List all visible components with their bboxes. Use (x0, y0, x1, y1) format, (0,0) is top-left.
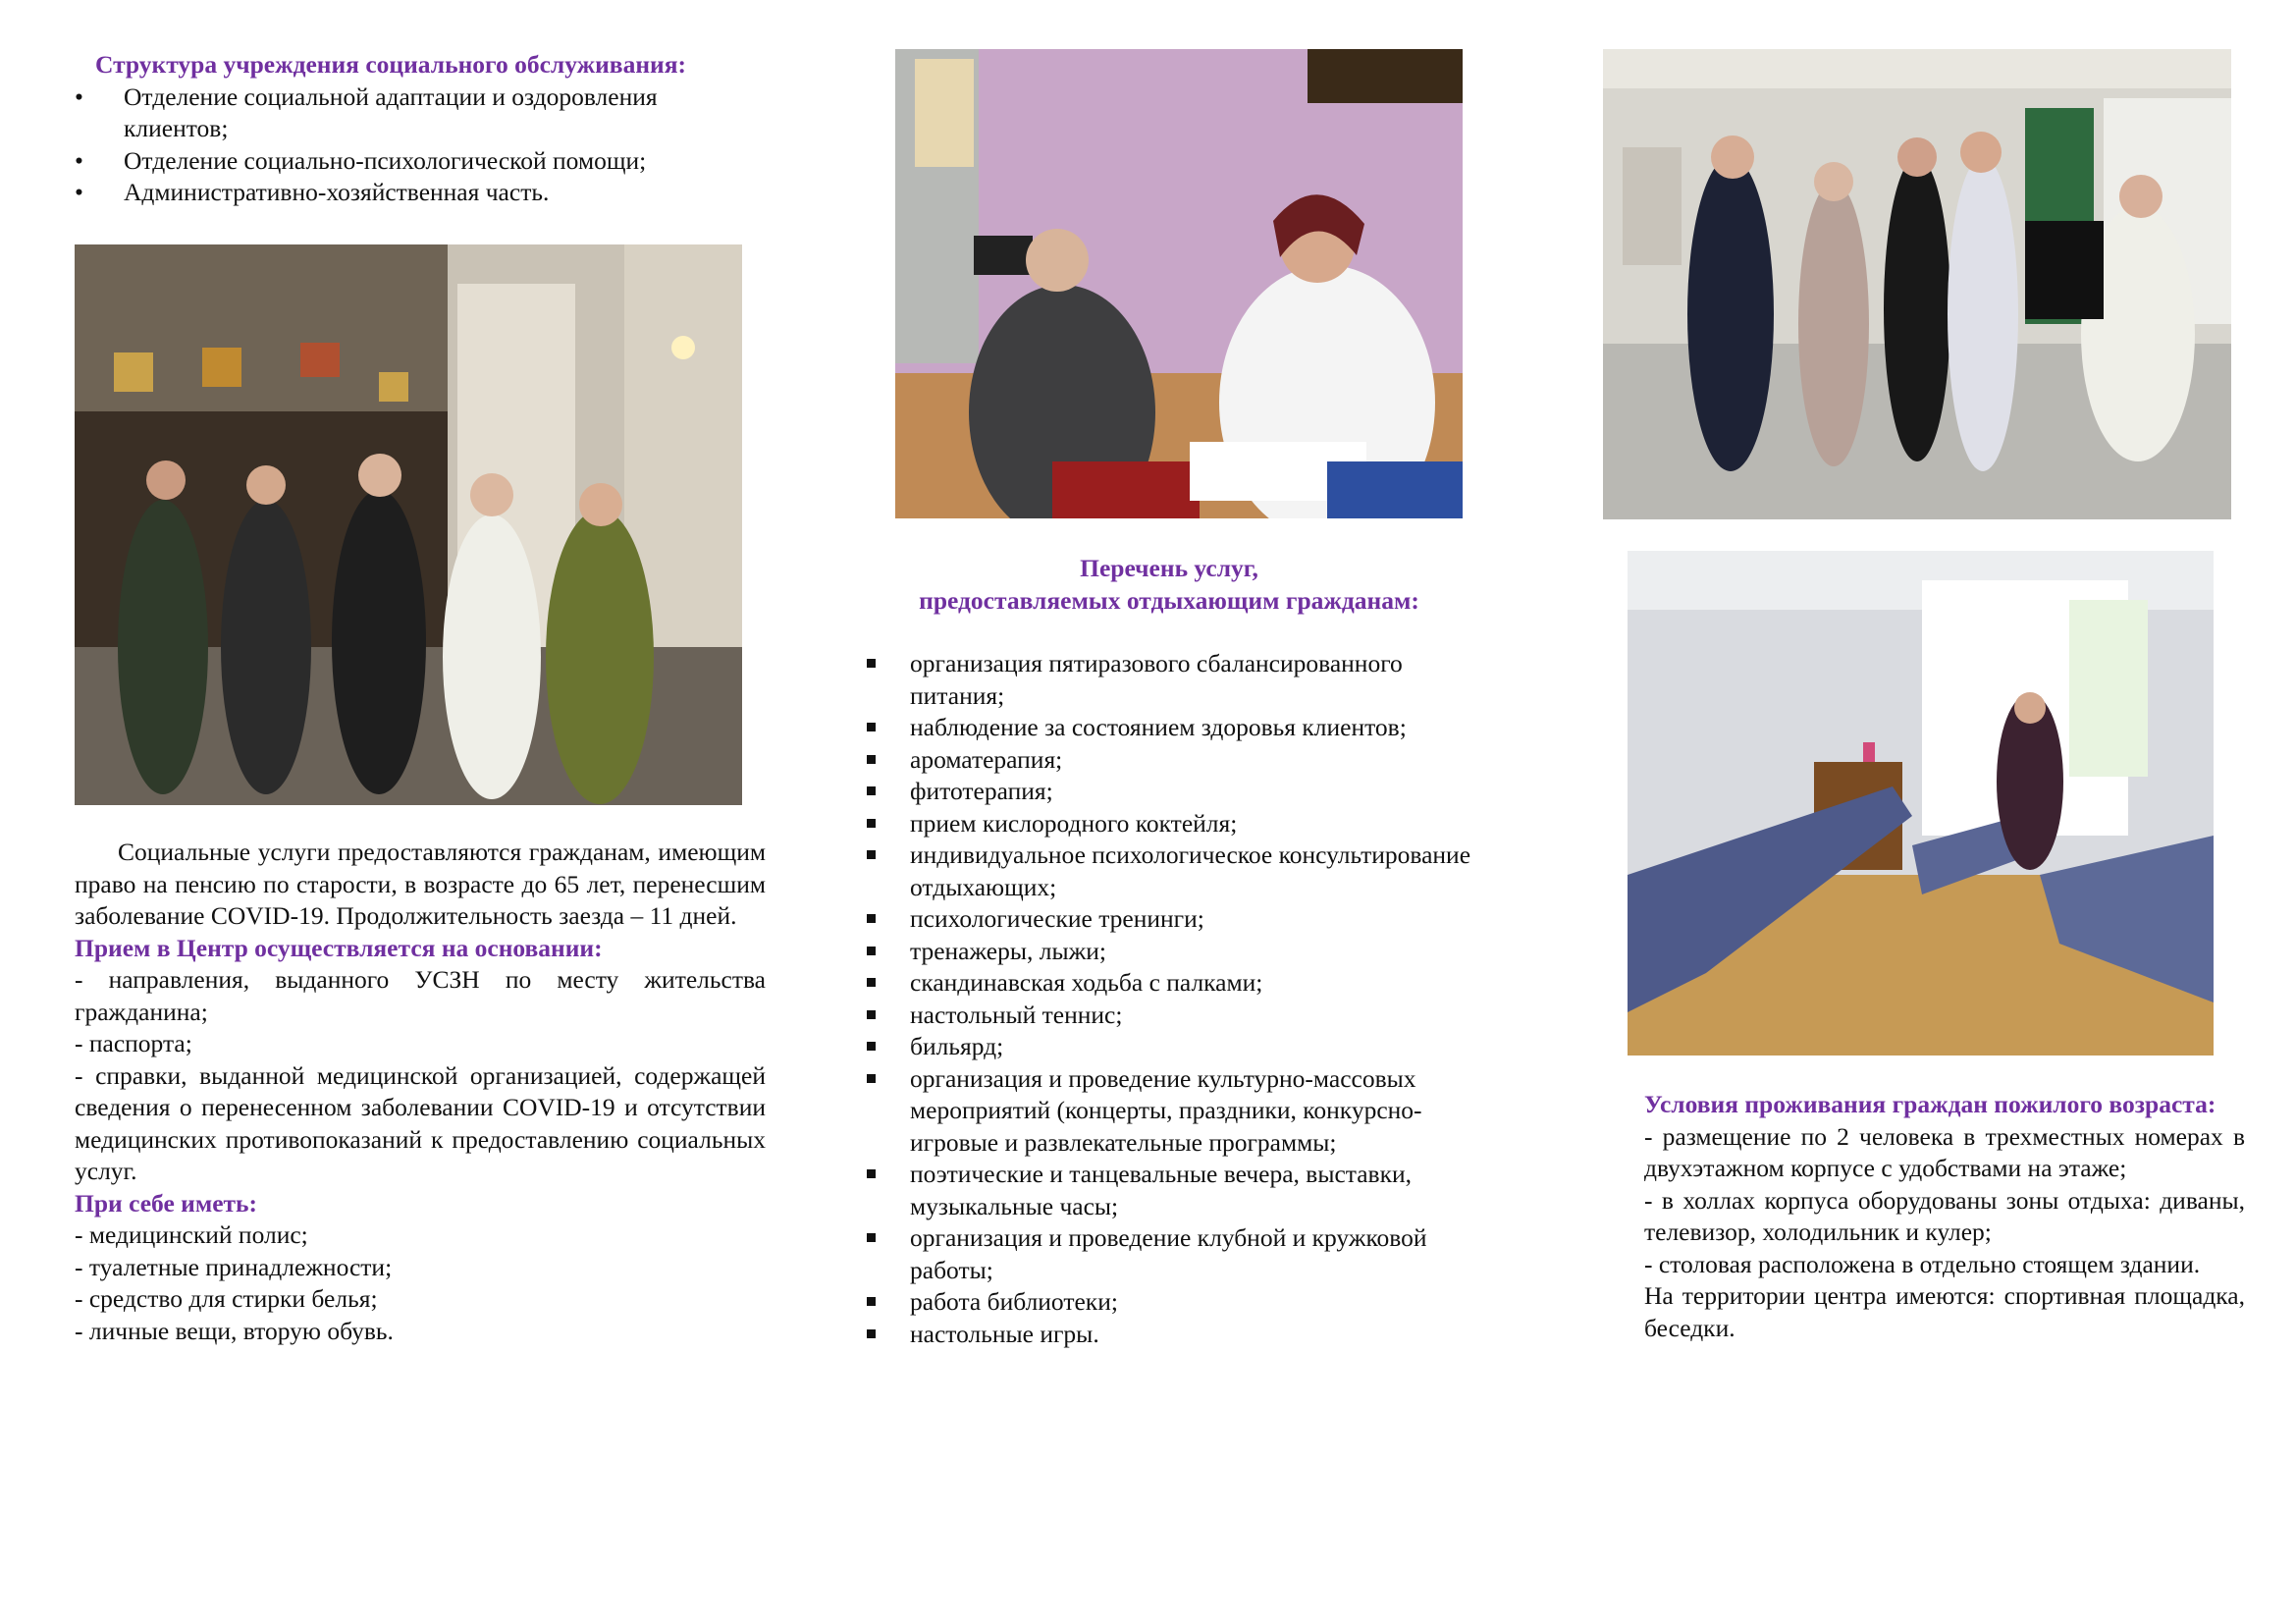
photo-bedroom (1628, 551, 2214, 1056)
list-item: настольный теннис; (864, 1000, 1492, 1032)
admission-item: - паспорта; (75, 1029, 192, 1057)
photo-medical-check (895, 49, 1463, 518)
living-item: - в холлах корпуса оборудованы зоны отдыха: диваны, телевизор, холодильник и кулер; (1644, 1185, 2245, 1246)
services-heading-line1: Перечень услуг, (1080, 554, 1258, 582)
structure-list (75, 81, 742, 209)
list-item: настольные игры. (864, 1319, 1492, 1351)
photo-costumed-women (75, 244, 742, 805)
living-item: - размещение по 2 человека в трехместных номерах в двухэтажном корпусе с удобствами на этаже; (1644, 1121, 2245, 1182)
list-item: поэтические и танцевальные вечера, выставки, музыкальные часы; (864, 1159, 1492, 1222)
services-paragraph: Социальные услуги предоставляются гражданам, имеющим право на пенсию по старости, в возрасте до 65 лет, перенесшим заболевание COVID-19. Продолжительность заезда – 11 дней. (75, 838, 766, 930)
list-item: бильярд; (864, 1031, 1492, 1063)
list-item: • Административно-хозяйственная часть. (75, 177, 742, 209)
list-item: работа библиотеки; (864, 1286, 1492, 1319)
admission-item: - направления, выданного УСЗН по месту жительства гражданина; (75, 965, 766, 1026)
admission-item: - справки, выданной медицинской организацией, содержащей сведения о перенесенном заболевании COVID-19 и отсутствии медицинских противопоказаний к предоставлению социальных услуг. (75, 1060, 766, 1185)
bring-heading: При себе иметь: (75, 1188, 258, 1218)
admission-section (75, 837, 766, 1347)
structure-section (75, 49, 742, 209)
services-heading-line2: предоставляемых отдыхающим гражданам: (919, 585, 1419, 615)
services-section (864, 553, 1492, 1350)
living-item: - столовая расположена в отдельно стоящем здании. (1644, 1249, 2201, 1278)
list-item: прием кислородного коктейля; (864, 808, 1492, 840)
living-section (1644, 1089, 2245, 1344)
bring-item: - средство для стирки белья; (75, 1284, 378, 1313)
photo-singing-group (1603, 49, 2231, 519)
bring-item: - медицинский полис; (75, 1220, 308, 1249)
structure-heading: Структура учреждения социального обслуживания: (95, 50, 686, 79)
list-item: индивидуальное психологическое консультирование отдыхающих; (864, 839, 1492, 903)
admission-heading: Прием в Центр осуществляется на основании: (75, 933, 603, 962)
bring-item: - личные вещи, вторую обувь. (75, 1316, 394, 1345)
list-item: фитотерапия; (864, 776, 1492, 808)
territory-text: На территории центра имеются: спортивная площадка, беседки. (1644, 1281, 2245, 1342)
list-item: • Отделение социальной адаптации и оздоровления клиентов; (75, 81, 742, 145)
list-item: психологические тренинги; (864, 903, 1492, 936)
list-item: организация пятиразового сбалансированного питания; (864, 648, 1492, 712)
bring-item: - туалетные принадлежности; (75, 1252, 393, 1281)
living-heading: Условия проживания граждан пожилого возраста: (1644, 1090, 2216, 1118)
list-item: ароматерапия; (864, 744, 1492, 777)
list-item: наблюдение за состоянием здоровья клиентов; (864, 712, 1492, 744)
list-item: • Отделение социально-психологической помощи; (75, 145, 742, 178)
list-item: скандинавская ходьба с палками; (864, 967, 1492, 1000)
list-item: организация и проведение культурно-массовых мероприятий (концерты, праздники, конкурсно-игровые и развлекательные программы; (864, 1063, 1492, 1160)
list-item: тренажеры, лыжи; (864, 936, 1492, 968)
services-list (864, 648, 1492, 1350)
list-item: организация и проведение клубной и кружковой работы; (864, 1222, 1492, 1286)
